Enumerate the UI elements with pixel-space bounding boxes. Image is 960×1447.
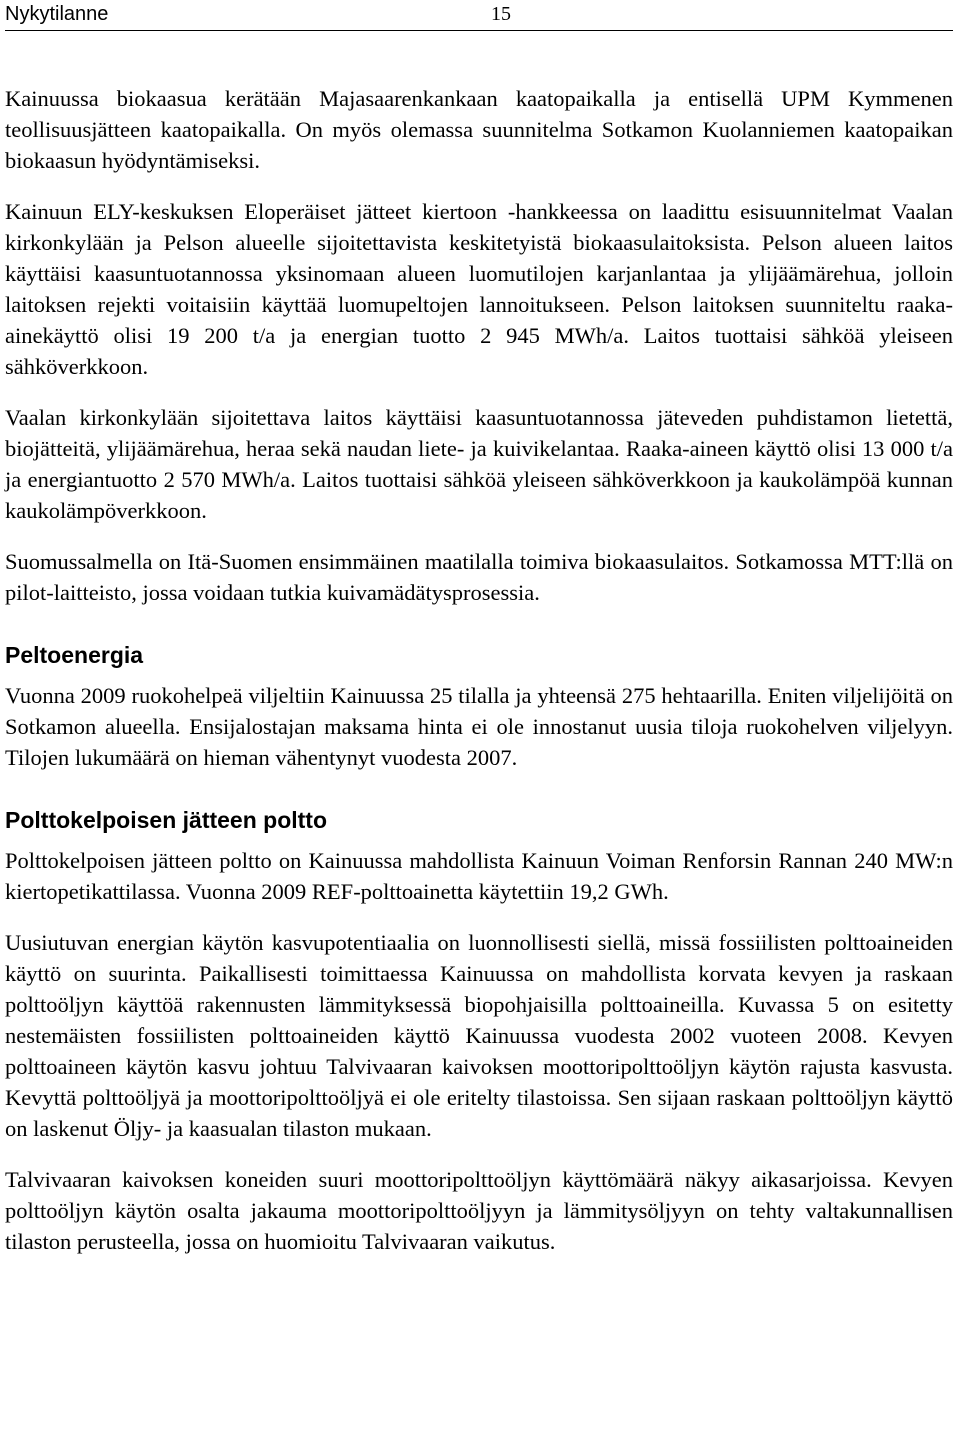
document-body [5,83,953,1257]
section-heading-waste-incineration: Polttokelpoisen jätteen poltto [5,807,328,833]
paragraph-fossil-fuels: Uusiutuvan energian käytön kasvupotentiaalia on luonnollisesti siellä, missä fossiilisten polttoaineiden käyttö on suurinta. Paikallisesti toimittaessa Kainuussa on mahdollista korvata kevyen ja raskaan polttoöljyn käyttöä rakennusten lämmityksessä biopohjaisilla polttoaineilla. Kuvassa 5 on esitetty nestemäisten fossiilisten polttoaineiden käyttö Kainuussa vuodesta 2002 vuoteen 2008. Kevyen polttoaineen käytön kasvu johtuu Talvivaaran kaivoksen moottoripolttoöljyn käytön rajusta kasvusta. Kevyttä polttoöljyä ja moottoripolttoöljyä ei ole eritelty tilastoissa. Sen sijaan raskaan polttoöljyn käyttö on laskenut Öljy- ja kaasualan tilaston mukaan. [5,930,953,1141]
paragraph-talvivaara: Talvivaaran kaivoksen koneiden suuri moottoripolttoöljyn käyttömäärä näkyy aikasarjoissa. Kevyen polttoöljyn käytön osalta jakauma moottoripolttoöljyyn ja lämmitysöljyyn on tehty valtakunnallisen tilaston perusteella, jossa on huomioitu Talvivaaran vaikutus. [5,1167,953,1254]
document-page [5,0,953,1277]
header-title: Nykytilanne [5,3,109,25]
page-number: 15 [491,3,511,25]
paragraph-vaala-plant: Vaalan kirkonkylään sijoitettava laitos käyttäisi kaasuntuotannossa jäteveden puhdistamon lietettä, biojätteitä, ylijäämärehua, heraa sekä naudan liete- ja kuivikelantaa. Raaka-aineen käyttö olisi 13 000 t/a ja energiantuotto 2 570 MWh/a. Laitos tuottaisi sähköä yleiseen sähköverkkoon ja kaukolämpöä kunnan kaukolämpöverkkoon. [5,405,953,523]
paragraph-ely-project: Kainuun ELY-keskuksen Eloperäiset jätteet kiertoon -hankkeessa on laadittu esisuunnitelmat Vaalan kirkonkylään ja Pelson alueelle sijoitettavista keskitetyistä biokaasulaitoksista. Pelson alueen laitos käyttäisi kaasuntuotannossa yksinomaan alueen luomutilojen karjanlantaa ja ylijäämärehua, jolloin laitoksen rejekti voitaisiin käyttää luomupeltojen lannoitukseen. Pelson laitoksen suunniteltu raaka-ainekäyttö olisi 19 200 t/a ja energian tuotto 2 945 MWh/a. Laitos tuottaisi sähköä yleiseen sähköverkkoon. [5,199,953,379]
paragraph-ref-fuel: Polttokelpoisen jätteen poltto on Kainuussa mahdollista Kainuun Voiman Renforsin Rannan 240 MW:n kiertopetikattilassa. Vuonna 2009 REF-polttoainetta käytettiin 19,2 GWh. [5,848,953,904]
paragraph-biogas-collection: Kainuussa biokaasua kerätään Majasaarenkankaan kaatopaikalla ja entisellä UPM Kymmenen teollisuusjätteen kaatopaikalla. On myös olemassa suunnitelma Sotkamon Kuolanniemen kaatopaikan biokaasun hyödyntämiseksi. [5,86,953,173]
section-heading-peltoenergia: Peltoenergia [5,642,144,668]
running-header [5,0,953,31]
paragraph-reed-canary-grass: Vuonna 2009 ruokohelpeä viljeltiin Kainuussa 25 tilalla ja yhteensä 275 hehtaarilla. Eniten viljelijöitä on Sotkamon alueella. Ensijalostajan maksama hinta ei ole innostanut uusia tiloja ruokohelven viljelyyn. Tilojen lukumäärä on hieman vähentynyt vuodesta 2007. [5,683,953,770]
paragraph-farm-biogas: Suomussalmella on Itä-Suomen ensimmäinen maatilalla toimiva biokaasulaitos. Sotkamossa MTT:llä on pilot-laitteisto, jossa voidaan tutkia kuivamädätysprosessia. [5,549,953,605]
